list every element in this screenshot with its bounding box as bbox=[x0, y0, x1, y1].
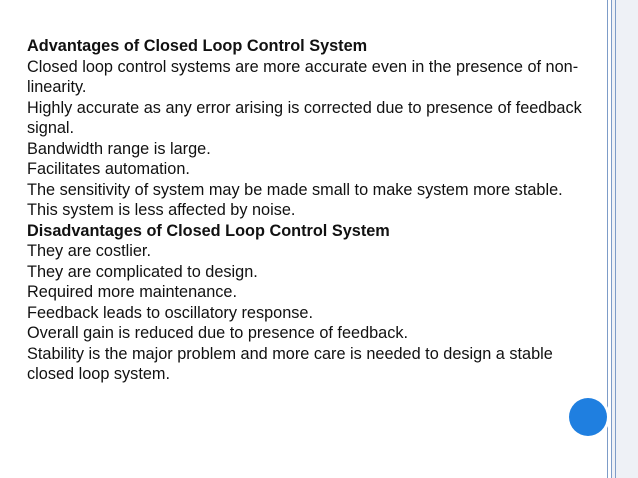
advantage-item: This system is less affected by noise. bbox=[27, 201, 296, 219]
advantage-item: Closed loop control systems are more accurate even in the presence of non-linearity. bbox=[27, 57, 579, 96]
disadvantage-item: Stability is the major problem and more care is needed to design a stable closed loop system. bbox=[27, 344, 553, 383]
border-rule bbox=[615, 0, 616, 478]
border-rule bbox=[607, 0, 608, 478]
advantage-item: Highly accurate as any error arising is corrected due to presence of feedback signal. bbox=[27, 98, 582, 137]
decorative-circle bbox=[569, 398, 607, 436]
disadvantage-item: Feedback leads to oscillatory response. bbox=[27, 303, 313, 322]
advantage-item: Facilitates automation. bbox=[27, 160, 190, 178]
advantage-item: The sensitivity of system may be made small to make system more stable. bbox=[27, 180, 563, 199]
disadvantage-item: They are complicated to design. bbox=[27, 262, 258, 281]
disadvantages-heading: Disadvantages of Closed Loop Control System bbox=[27, 221, 390, 240]
advantages-heading: Advantages of Closed Loop Control System bbox=[27, 37, 368, 55]
border-rule bbox=[611, 0, 612, 478]
slide-content bbox=[27, 36, 587, 385]
advantage-item: Bandwidth range is large. bbox=[27, 139, 211, 158]
disadvantage-item: Overall gain is reduced due to presence of feedback. bbox=[27, 324, 409, 342]
disadvantage-item: They are costlier. bbox=[27, 242, 151, 260]
disadvantage-item: Required more maintenance. bbox=[27, 283, 237, 301]
